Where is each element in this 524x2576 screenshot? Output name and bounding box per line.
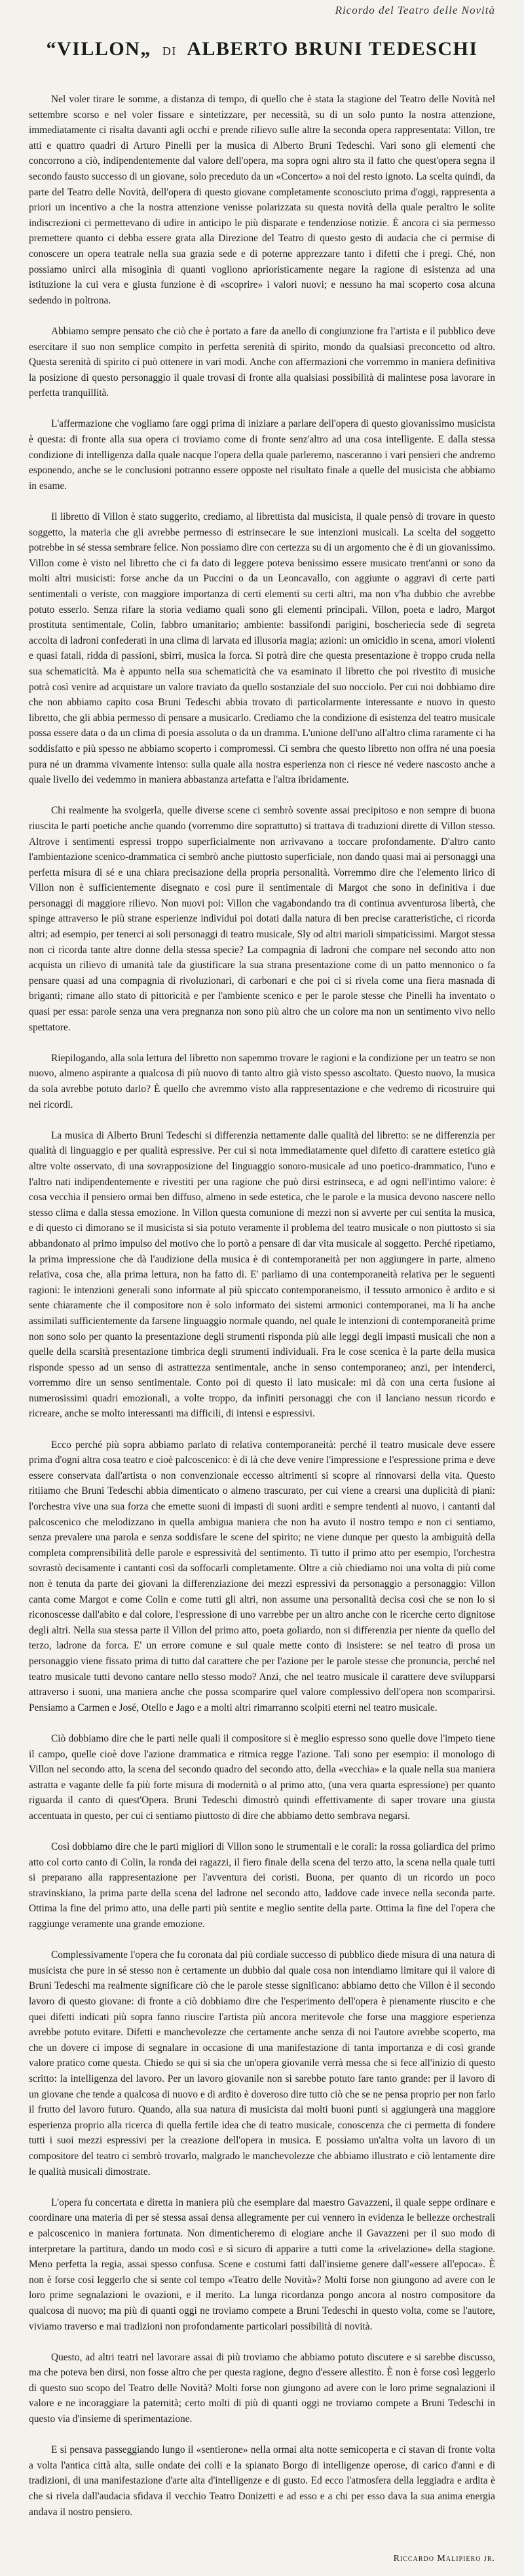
article-paragraph: Questo, ad altri teatri nel lavorare assai di più troviamo che abbiamo potuto discutere e si sarebbe discusso, ma che poteva ben dirsi, non fosse altro che per questa ragione, degno d'essere allestito. È non è forse così leggerlo di questo suo scopo del Teatro delle Novità? Molti forse non giungono ad avere con le loro prime segnalazioni il valore e ne incoraggiare la paternità; certo molti di più di quanti oggi ne troviamo compete a Bruni Tedeschi in questo via d'insieme di sperimentazione. xyxy=(29,2351,495,2425)
title-composer: ALBERTO BRUNI TEDESCHI xyxy=(187,38,478,60)
article-paragraph: Complessivamente l'opera che fu coronata dal più cordiale successo di pubblico diede misura di una natura di musicista che pure in sé stesso non è certamente un dubbio dal quale cosa non intendiamo limitare qui il valore di Bruni Tedeschi ma realmente significare ciò che le parole stesse significano: abbiamo detto che Villon è il secondo lavoro di questo giovane: di fronte a ciò dobbiamo dire che l'esperimento dell'opera è pienamente riuscito e che quei difetti indicati più sopra fanno riuscire l'artista più ancora meritevole che forse una maggiore esperienza avrebbe potuto evitare. Difetti e manchevolezze che certamente anche senza di noi l'autore avrebbe scoperto, ma che un dovere ci impose di segnalare in occasione di una manifestazione di tanta importanza e di così grande valore pratico come questa. Chiedo se qui si sia che un'opera giovanile verrà messa che si fece all'inizio di questo scritto: la intelligenza del lavoro. Per un lavoro giovanile non si sarebbe potuto fare tanto grande: per il lavoro di un giovane che tende a qualcosa di nuovo e di ardito è doveroso dire tutto ciò che se ne pensa proprio per non farlo il frutto del lavoro futuro. Quando, alla sua natura di musicista dai molti buoni punti si aggiungerà una maggiore esperienza proprio alla ricerca di quella fertile idea che di teatro musicale, conoscenza che ci permetta di fondere tutti i suoi mezzi espressivi per la creazione dell'opera in musica. E possiamo un'altra volta un lavoro di un compositore del teatro ci sembrò trovarlo, malgrado le manchevolezze che abbiamo illustrato e ciò lentamente dire le qualità musicali dimostrate. xyxy=(29,1949,495,2177)
article-paragraph: Ecco perché più sopra abbiamo parlato di relativa contemporaneità: perché il teatro musicale deve essere prima d'ogni altra cosa teatro e cioè palcoscenico: è di là che deve venire l'impressione e l'espressione prima e deve essere conservata dall'artista o non convenzionale eccesso altrimenti si scopre al rinnovarsi della vita. Questo ritiiamo che Bruni Tedeschi abbia dimenticato o almeno trascurato, per cui viene a crearsi una duplicità di piani: l'orchestra vive una sua forza che emette suoni di impasti di suoni arditi e sempre tendenti al nuovo, i cantanti dal palcoscenico che melodizzano in quella ambigua maniera che non ha avuto il nostro tempo e non ci sentiamo, senza prevalere una parola e senza soddisfare le scene del spirito; ne viene dunque per questo la ambiguità della completa comprensibilità delle parole e espressività del sentimento. Ti tutto il primo atto per esempio, l'orchestra sovrastò decisamente i cantanti così da soffocarli completamente. Oltre a ciò chiediamo noi una volta di più come non è tenuta da parte dei giovani la differenziazione dei mezzi espressivi da personaggio a personaggio: Villon canta come Margot e come Colin e come tutti gli altri, non assume una personalità decisa così che se non lo si riconoscesse dall'abito e dal colore, l'espressione di uno varrebbe per un altro anche con le ricerche certo dignitose degli altri. Nella sua stessa parte il Villon del primo atto, poeta goliardo, non si differenzia per niente da quello del terzo, ladrone da forca. E' un errore comune e sul quale mette conto di insistere: se nel teatro di prosa un personaggio viene fissato prima di tutto dal carattere che per l'azione per le parole stesse che pronuncia, perché nel teatro musicale tutti devono cantare nello stesso modo? Anzi, che nel teatro musicale il carattere deve svilupparsi attraverso i suoni, una maniera anche che possa scomparire quel valore complessivo dell'opera non scomparirsi. Pensiamo a Carmen e José, Otello e Jago e a molti altri rimarranno scolpiti eterni nel teatro musicale. xyxy=(29,1439,495,1713)
article-paragraph: L'affermazione che vogliamo fare oggi prima di iniziare a parlare dell'opera di questo giovanissimo musicista è questa: di fronte alla sua opera ci troviamo come di fronte senz'altro ad una cosa intelligente. E dalla stessa condizione di intelligenza dalla quale nacque l'opera della quale parleremo, nasceranno i vari pensieri che andremo esponendo, anche se le conclusioni potranno essere opposte nel risultato finale a quelle del musicista che abbiamo in esame. xyxy=(29,418,495,492)
article-paragraph: La musica di Alberto Bruni Tedeschi si differenzia nettamente dalle qualità del libretto: se ne differenzia per qualità di linguaggio e per qualità espressive. Per cui si nota immediatamente quel difetto di carattere estetico già altre volte osservato, di una sovrapposizione del linguaggio sonoro-musicale ad uno poetico-drammatico, l'uno e l'altro nati indipendentemente e rivestiti per una ragione che può dirsi estrinseca, e ad ogni nell'intimo valore: è cosa vecchia il pensiero ormai ben diffuso, almeno in sede estetica, che le parole e la musica devono nascere nello stesso clima e dalla stessa emozione. In Villon questa comunione di mezzi non si avverte per cui sentita la musica, e di questo ci dimorano se il musicista si sia potuto veramente il problema del teatro musicale o non piuttosto si sia abbandonato al primo impulso del motivo che lo portò a pensare di dar vita musicale al soggetto. Perché ripetiamo, la prima impressione che dà l'audizione della musica è di contemporaneità per non aggiungere in parte, almeno relativa, cosa che, alla prima lettura, non ha fatto di. E' parliamo di una contemporaneità relativa per le seguenti ragioni: le intenzioni generali sono informate al più spiccato contemporaneismo, il tessuto armonico è ardito e si sente chiaramente che il compositore non è solo informato dei sistemi armonici contemporanei, ma li ha anche assimilati sufficientemente da farsene linguaggio normale quando, nel quale le intenzioni di contemporaneità prime non sono solo per quanto la presentazione degli strumenti risponda più alle leggi degli impasti musicali che non a quelle della scarsità presentazione timbrica degli strumenti individuali. Fra le cose scenica è la parte della musica risponde spesso ad un senso di astrattezza sentimentale, anche in senso contemporaneo; anzi, per intenderci, vorremmo dire un senso sentimentale. Conto poi di questo il lato musicale: mi dà con una certa fusione ai numerosissimi quadri emozionali, a volte troppo, da infiniti personaggi che con il lanciano nessun ricordo e ricreare, anche se molto interessanti ma difficili, di intensi e espressivi. xyxy=(29,1129,495,1420)
article-paragraph: Nel voler tirare le somme, a distanza di tempo, di quello che è stata la stagione del Teatro delle Novità nel settembre scorso e nel voler fissare e sintetizzare, per necessità, su di un solo punto la nostra attenzione, immediatamente ci risalta davanti agli occhi e prende rilievo sulle altre la seconda opera rappresentata: Villon, tre atti e quattro quadri di Arturo Pinelli per la musica di Alberto Bruni Tedeschi. Vari sono gli elementi che concorrono a ciò, indipendentemente dal valore dell'opera, ma sopra ogni altro sta il fatto che quest'opera segna il secondo fausto successo di un giovane, solo preceduto da un «Concerto» a noi del resto ignoto. La scelta quindi, da parte del Teatro delle Novità, dell'opera di questo giovane completamente sconosciuto prima d'oggi, rappresenta a priori un incentivo a che la nostra attenzione venisse polarizzata su questa novità della quale peraltro le solite indiscrezioni ci permettevano di udire in anticipo le più disparate e tendenziose notizie. È ancora ci sia permesso premettere quanto ci debba essere grata alla Direzione del Teatro di questo gesto di audacia che ci permise di conoscere un opera teatrale nella sua grazia sede e di poterne apprezzare tanto i difetti che i pregi. Ché, non possiamo unirci alla misoginia di quanti vogliono aprioristicamente negare la ragione di esistenza ad una istituzione la cui vera e giusta funzione è di «scoprire» i valori nuovi; e nessuno ha mai scoperto cosa alcuna sedendo in poltrona. xyxy=(29,94,495,306)
article-paragraph: Riepilogando, alla sola lettura del libretto non sapemmo trovare le ragioni e la condizione per un teatro se non nuovo, almeno aspirante a qualcosa di più nuovo di tanto altro già visto spesso ascoltato. Questo nuovo, la musica da sola avrebbe potuto darlo? È quello che avremmo visto alla rappresentazione e che vedremo di ricostruire qui nei ricordi. xyxy=(29,1052,495,1110)
article-paragraph: Chi realmente ha svolgerla, quelle diverse scene ci sembrò sovente assai precipitoso e non sempre di buona riuscita le parti poetiche anche quando (vorremmo dire soprattutto) si trattava di traduzioni dirette di Villon stesso. Altrove i sentimenti espressi troppo superficialmente non arrivavano a toccare profondamente. D'altro canto l'ambientazione scenico-drammatica ci sembrò anche piuttosto superficiale, non dando quasi mai ai personaggi una perfetta misura di sé e una chiara precisazione della propria personalità. Vorremmo dire che l'elemento lirico di Villon non è sufficientemente disegnato e così pure il sentimentale di Margot che sono in definitiva i due personaggi di maggiore rilievo. Non nuovi poi: Villon che vagabondando tra di continua avventurosa libertà, che spinge attraverso le più strane esperienze individui poi dotati dalla natura di ben precise caratteristiche, ci ricorda altri; ad esempio, per tenerci ai soli personaggi di teatro musicale, Sly od altri marioli simpaticissimi. Margot stessa non ci ricorda tante altre donne della stessa specie? La compagnia di ladroni che compare nel secondo atto non acquista un rilievo di umanità tale da giustificare la sua strana presentazione come di un patto mennonico o fa pensare quasi ad una compagnia di rivoluzionari, di carbonari e che poi ci si rivela come una fiera masnada di briganti; rimane allo stato di pittoricità e per l'ambiente scenico e per le parole stesse che Pinelli ha inventato o quasi per essa: parole senza una vera pregnanza non sono più altro che un colore ma non un sentimento vivo nello spettatore. xyxy=(29,805,495,1033)
running-header: Ricordo del Teatro delle Novità xyxy=(335,4,495,16)
article-body xyxy=(29,92,495,2535)
article-paragraph: E si pensava passeggiando lungo il «sentierone» nella ormai alta notte semicoperta e ci stavan di fronte volta a volta l'antica città alta, sulle ondate dei colli e la spianato Borgo di intelligenze operose, di carico d'anni e di tradizioni, di una manifestazione d'arte alta d'intelligenze e di gusto. Ed ecco l'atmosfera della leggiadra e ardita è che si rivela dall'audacia sfidava il vecchio Teatro Donizetti e ad esso e a chi per esso dava la sua anima energia andava il nostro pensiero. xyxy=(29,2444,495,2518)
article-paragraph: Abbiamo sempre pensato che ciò che è portato a fare da anello di congiunzione fra l'artista e il pubblico deve esercitare il suo non semplice compito in perfetta serenità di spirito, mondo da qualsiasi preconcetto od altro. Questa serenità di spirito ci può ottenere in vari modi. Anche con affermazioni che vorremmo in maniera definitiva la posizione di questo personaggio il quale trovasi di fronte alla qualsiasi possibilità di malintese posa lavorare in perfetta tranquillità. xyxy=(29,325,495,399)
article-paragraph: Il libretto di Villon è stato suggerito, crediamo, al librettista dal musicista, il quale pensò di trovare in questo soggetto, la materia che gli avrebbe permesso di estrinsecare le sue intenzioni musicali. La scelta del soggetto potrebbe in sé stessa sembrare felice. Non possiamo dire con certezza su di un argomento che è di un giovanissimo. Villon come è visto nel libretto che ci fa dato di leggere poteva benissimo essere musicato trent'anni or sono da molti altri musicisti: forse anche da un Puccini o da un Leoncavallo, con aggiunte o aggravi di certe parti sentimentali o veriste, con maggiore importanza di certi elementi su certi altri, ma non v'ha dubbio che avrebbe potuto esserlo. Senza rifare la storia vediamo quali sono gli elementi principali. Villon, poeta e ladro, Margot prostituta sentimentale, Colin, fabbro umanitario; ambiente: bassifondi parigini, boscheriecia sede di segreta accolta di ladroni confederati in una clima di larvata ed illusoria magia; azioni: un omicidio in scena, amori violenti e quasi fatali, ridda di passioni, sbirri, musica la forca. Si potrà dire che questa presentazione è troppo cruda nella sua schematicità. Ma è appunto nella sua schematicità che va esaminato il libretto che poi rivestito di musiche potrà così venire ad acquistare un valore traviato da quello sostanziale del suo nocciolo. Per cui noi dobbiamo dire che non abbiamo capito cosa Bruni Tedeschi abbia trovato di particolarmente interessante e nuovo in questo libretto, che gli abbia permesso di pensare a musicarlo. Crediamo che la condizione di esistenza del teatro musicale possa essere data o da un clima di poesia assoluta o da un dramma. L'unione dell'uno all'altro clima raramente ci ha soddisfatto e più spesso ne abbiamo scoperto i compromessi. Ci sembra che questo libretto non offra né una poesia pura né un dramma vivamente intenso: sulla quale alla nostra esperienza non ci riesce né vedere nascosto anche a quale livello dei vedemmo in maniera abbastanza artefatta e l'altra ibridamente. xyxy=(29,511,495,786)
article-title xyxy=(29,38,495,60)
title-opera: “VILLON„ xyxy=(46,38,151,60)
article-paragraph: Così dobbiamo dire che le parti migliori di Villon sono le strumentali e le corali: la rossa goliardica del primo atto col corto canto di Colin, la ronda dei ragazzi, il fiero finale della scena del terzo atto, la scena nella quale tutti si preparano alla rappresentazione per l'avventura dei coristi. Buona, per quanto di un ricordo un poco stravinskiano, la prima parte della scena del ladrone nel secondo atto, laddove cade invece nella seconda parte. Ottima la fine del primo atto, una delle parti più sentite e meglio sentite della parte. Ottima la fine del l'opera che raggiunge veramente una grande emozione. xyxy=(29,1841,495,1930)
author-signature: Riccardo Malipiero jr. xyxy=(393,2554,495,2564)
article-paragraph: L'opera fu concertata e diretta in maniera più che esemplare dal maestro Gavazzeni, il quale seppe ordinare e coordinare una materia di per sé stessa assai densa allegramente per cui vennero in evidenza le bellezze orchestrali e palcoscenico in maniera fortunata. Non dimenticheremo di elogiare anche il Gavazzeni per il suo modo di interpretare la partitura, dando un modo così e sì sicuro di apparire a tutti come la «rivelazione» della stagione. Meno perfetta la regia, assai spesso confusa. Scene e costumi fatti dall'insieme genere dall'«essere all'epoca». È non è forse così leggerlo che si sente col tempo «Teatro delle Novità»? Molti forse non giungono ad avere con le loro prime segnalazioni le ovazioni, e il merito. La lunga ricordanza pongo ancora al nostro compositore da qualcosa di nuovo; ma più di quanti oggi ne troviamo compete a Bruni Tedeschi in questo volta, come se l'autore, viviamo traverso e mai tradizioni non profondamente particolari possibilità di novità. xyxy=(29,2196,495,2332)
title-connector: DI xyxy=(162,45,177,58)
article-paragraph: Ciò dobbiamo dire che le parti nelle quali il compositore si è meglio espresso sono quelle dove l'impeto tiene il campo, quelle cioè dove l'azione drammatica e ritmica regge l'azione. Tali sono per esempio: il monologo di Villon nel secondo atto, la scena del secondo quadro del secondo atto, della «vecchia» e la quale nella sua maniera astratta e vagante delle fa più forte misura di modernità o al primo atto, (una vera quarta espressione) per quanto riguarda il canto di quest'Opera. Bruni Tedeschi dimostrò quindi effettivamente di saper trovare una giusta accentuata in questo, per cui ci sentiamo piuttosto di dire che abbiamo detto sembrava negarsi. xyxy=(29,1732,495,1822)
